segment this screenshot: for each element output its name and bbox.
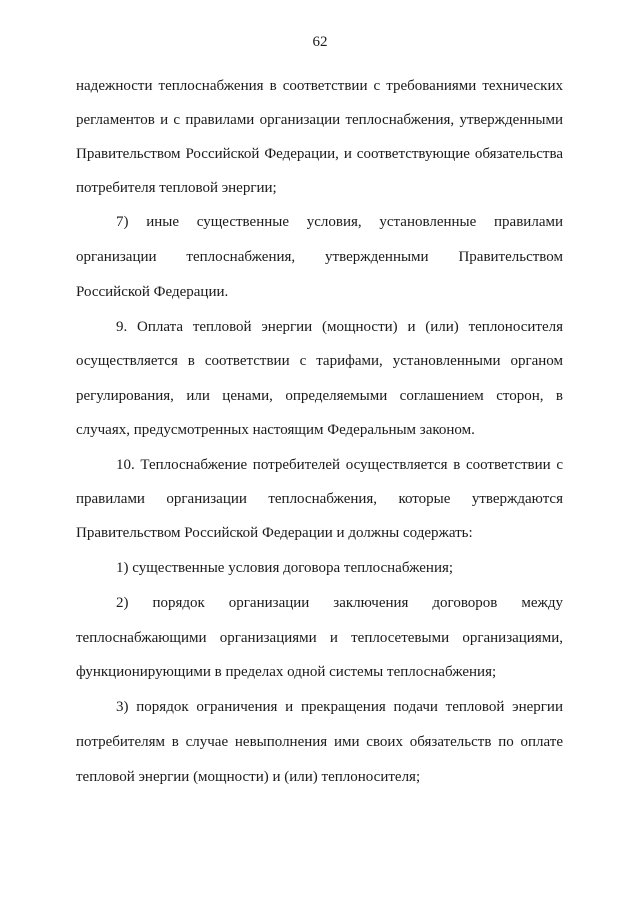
text-line: случаях, предусмотренных настоящим Федеральным законом. xyxy=(76,422,475,438)
text-line: потребителям в случае невыполнения ими своих обязательств по оплате xyxy=(76,734,563,750)
text-line: 3) порядок ограничения и прекращения подачи тепловой энергии xyxy=(116,699,563,715)
text-line: регламентов и с правилами организации теплоснабжения, утвержденными xyxy=(76,112,563,128)
text-line: 1) существенные условия договора теплоснабжения; xyxy=(116,560,454,576)
text-line: 7) иные существенные условия, установленные правилами xyxy=(116,214,563,230)
text-line: осуществляется в соответствии с тарифами, установленными органом xyxy=(76,353,563,369)
text-line: теплоснабжающими организациями и теплосетевыми организациями, xyxy=(76,630,563,646)
text-line: 9. Оплата тепловой энергии (мощности) и (или) теплоносителя xyxy=(116,319,563,335)
page-number: 62 xyxy=(312,34,328,50)
text-line: Правительством Российской Федерации и должны содержать: xyxy=(76,525,473,541)
text-line: 10. Теплоснабжение потребителей осуществляется в соответствии с xyxy=(116,457,563,473)
text-line: тепловой энергии (мощности) и (или) теплоносителя; xyxy=(76,769,421,785)
text-line: регулирования, или ценами, определяемыми соглашением сторон, в xyxy=(76,388,563,404)
text-line: организации теплоснабжения, утвержденными Правительством xyxy=(76,249,563,265)
text-line: функционирующими в пределах одной системы теплоснабжения; xyxy=(76,664,497,680)
text-line: Российской Федерации. xyxy=(76,284,229,300)
text-line: надежности теплоснабжения в соответствии с требованиями технических xyxy=(76,78,563,94)
text-line: потребителя тепловой энергии; xyxy=(76,180,277,196)
text-line: Правительством Российской Федерации, и соответствующие обязательства xyxy=(76,146,563,162)
text-line: правилами организации теплоснабжения, которые утверждаются xyxy=(76,491,563,507)
text-line: 2) порядок организации заключения договоров между xyxy=(116,595,563,611)
